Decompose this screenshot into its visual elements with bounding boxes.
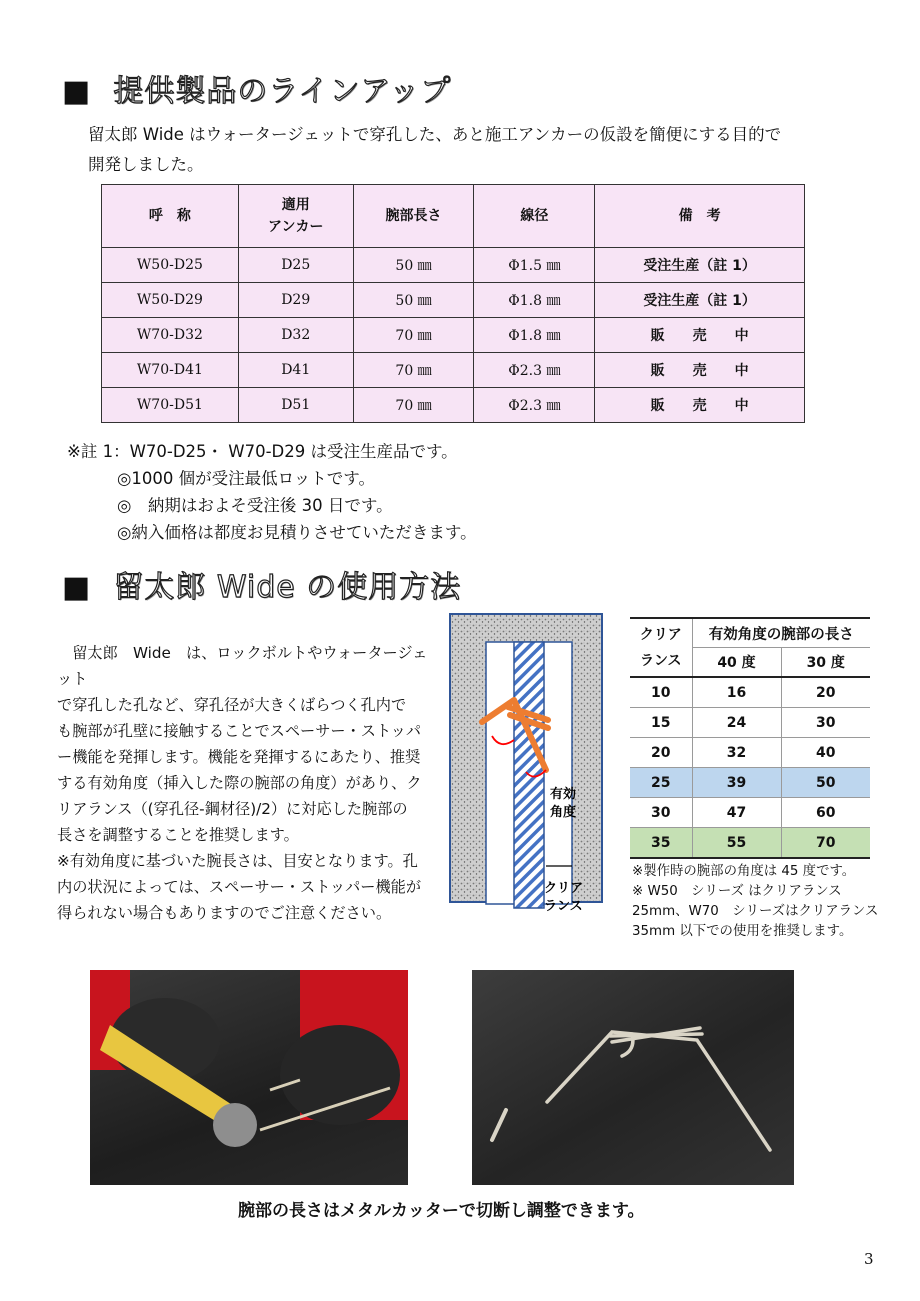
cell-remarks: 販 売 中 <box>595 388 805 423</box>
table-row <box>102 388 805 423</box>
table-row <box>102 248 805 283</box>
note-2: ◎1000 個が受注最低ロットです。 <box>117 469 375 488</box>
cell-anchor: D32 <box>238 318 353 353</box>
section-heading-usage <box>62 562 461 606</box>
cell-name: W50-D29 <box>102 283 239 318</box>
heading-title: 提供製品のラインアップ <box>113 74 452 109</box>
heading-title: 留太郎 Wide の使用方法 <box>113 570 462 605</box>
note-1: ※註 1：W70-D25・ W70-D29 は受注生産品です。 <box>67 442 458 461</box>
lineup-notes <box>67 438 477 546</box>
cell-30deg: 70 <box>781 828 870 859</box>
header-wire-diameter: 線径 <box>474 185 595 248</box>
cell-wire: Φ2.3 ㎜ <box>474 388 595 423</box>
photo-cutting <box>90 970 408 1185</box>
cell-remarks: 受注生産（註 1） <box>595 283 805 318</box>
lineup-header-row <box>102 185 805 248</box>
table-row <box>630 738 870 768</box>
usage-line: する有効角度（挿入した際の腕部の角度）があり、ク <box>57 774 422 792</box>
section-heading-lineup <box>62 66 451 110</box>
table-row <box>102 283 805 318</box>
clearance-notes <box>632 862 892 942</box>
clearance-table <box>630 617 870 859</box>
header-clearance <box>630 618 692 677</box>
cell-name: W70-D41 <box>102 353 239 388</box>
cell-name: W50-D25 <box>102 248 239 283</box>
table-row <box>102 353 805 388</box>
cell-30deg: 50 <box>781 768 870 798</box>
usage-line: で穿孔した孔など、穿孔径が大きくばらつく孔内で <box>57 696 407 714</box>
clearance-note: ※製作時の腕部の角度は 45 度です。 <box>632 864 856 879</box>
clearance-note: 35mm 以下での使用を推奨します。 <box>632 924 853 939</box>
cell-40deg: 24 <box>692 708 781 738</box>
photo-anchor <box>472 970 794 1185</box>
cell-30deg: 60 <box>781 798 870 828</box>
cutter-head <box>213 1103 257 1147</box>
usage-line: も腕部が孔壁に接触することでスペーサー・ストッパ <box>57 722 422 740</box>
cell-name: W70-D32 <box>102 318 239 353</box>
label-angle-2: 角度 <box>550 805 577 820</box>
cell-wire: Φ2.3 ㎜ <box>474 353 595 388</box>
clearance-note: 25mm、W70 シリーズはクリアランス <box>632 904 879 919</box>
cell-30deg: 20 <box>781 677 870 708</box>
cut-wire-piece <box>492 1110 506 1140</box>
cell-40deg: 55 <box>692 828 781 859</box>
intro-line-1: 留太郎 Wide はウォータージェットで穿孔した、あと施工アンカーの仮設を簡便にする目的で <box>88 125 782 144</box>
intro-text <box>88 120 781 180</box>
header-anchor <box>238 185 353 248</box>
cell-clearance: 20 <box>630 738 692 768</box>
usage-line: ー機能を発揮します。機能を発揮するにあたり、推奨 <box>57 748 421 766</box>
header-clearance-line2: ランス <box>639 652 682 669</box>
table-row <box>630 677 870 708</box>
heading-marker: ■ <box>62 74 92 109</box>
usage-line: ※有効角度に基づいた腕長さは、目安となります。孔 <box>57 852 418 870</box>
cell-anchor: D51 <box>238 388 353 423</box>
header-effective-angle: 有効角度の腕部の長さ <box>692 618 870 648</box>
photo-caption: 腕部の長さはメタルカッターで切断し調整できます。 <box>238 1201 645 1221</box>
cell-clearance: 35 <box>630 828 692 859</box>
cell-clearance: 30 <box>630 798 692 828</box>
cell-arm-length: 70 ㎜ <box>353 353 474 388</box>
table-row-highlight-blue <box>630 768 870 798</box>
label-angle-1: 有効 <box>550 787 577 802</box>
clearance-note: ※ W50 シリーズ はクリアランス <box>632 884 842 899</box>
cell-anchor: D25 <box>238 248 353 283</box>
usage-line: 得られない場合もありますのでご注意ください。 <box>57 904 392 922</box>
header-30deg: 30 度 <box>781 648 870 678</box>
table-row <box>630 798 870 828</box>
header-arm-length: 腕部長さ <box>353 185 474 248</box>
lineup-table <box>101 184 805 423</box>
table-row-highlight-green <box>630 828 870 859</box>
usage-line: 内の状況によっては、スペーサー・ストッパー機能が <box>57 878 422 896</box>
header-remarks: 備 考 <box>595 185 805 248</box>
cell-remarks: 販 売 中 <box>595 318 805 353</box>
header-name: 呼 称 <box>102 185 239 248</box>
anchor-wire <box>547 1028 770 1150</box>
cell-anchor: D29 <box>238 283 353 318</box>
cell-30deg: 30 <box>781 708 870 738</box>
cell-40deg: 16 <box>692 677 781 708</box>
note-3: ◎ 納期はおよそ受注後 30 日です。 <box>117 496 393 515</box>
cell-arm-length: 50 ㎜ <box>353 283 474 318</box>
cell-40deg: 47 <box>692 798 781 828</box>
cell-remarks: 受注生産（註 1） <box>595 248 805 283</box>
clearance-header-row <box>630 618 870 648</box>
usage-line: リアランス（(穿孔径-鋼材径)/2）に対応した腕部の <box>57 800 408 818</box>
cell-clearance: 25 <box>630 768 692 798</box>
cell-arm-length: 70 ㎜ <box>353 318 474 353</box>
label-clearance-2: ランス <box>544 899 583 914</box>
usage-text <box>57 640 437 926</box>
anchor-diagram <box>448 612 618 922</box>
label-clearance-1: クリア <box>544 881 584 896</box>
header-clearance-line1: クリア <box>639 626 682 643</box>
heading-marker: ■ <box>62 570 92 605</box>
header-anchor-line2: アンカー <box>268 219 324 235</box>
note-4: ◎納入価格は都度お見積りさせていただきます。 <box>117 523 477 542</box>
cell-anchor: D41 <box>238 353 353 388</box>
table-row <box>102 318 805 353</box>
cell-arm-length: 50 ㎜ <box>353 248 474 283</box>
usage-line: 長さを調整することを推奨します。 <box>57 826 299 844</box>
page-number: 3 <box>864 1250 874 1268</box>
cell-clearance: 15 <box>630 708 692 738</box>
black-glove-right <box>280 1025 400 1125</box>
intro-line-2: 開発しました。 <box>88 155 204 174</box>
cell-30deg: 40 <box>781 738 870 768</box>
cell-name: W70-D51 <box>102 388 239 423</box>
table-row <box>630 708 870 738</box>
cell-wire: Φ1.8 ㎜ <box>474 283 595 318</box>
cell-remarks: 販 売 中 <box>595 353 805 388</box>
cell-wire: Φ1.8 ㎜ <box>474 318 595 353</box>
photo-cutting-illustration <box>90 970 408 1185</box>
cell-40deg: 39 <box>692 768 781 798</box>
usage-line: 留太郎 Wide は、ロックボルトやウォータージェット <box>57 644 428 688</box>
photo-anchor-illustration <box>472 970 794 1185</box>
cell-arm-length: 70 ㎜ <box>353 388 474 423</box>
header-40deg: 40 度 <box>692 648 781 678</box>
cell-clearance: 10 <box>630 677 692 708</box>
cell-40deg: 32 <box>692 738 781 768</box>
header-anchor-line1: 適用 <box>281 197 310 213</box>
cell-wire: Φ1.5 ㎜ <box>474 248 595 283</box>
